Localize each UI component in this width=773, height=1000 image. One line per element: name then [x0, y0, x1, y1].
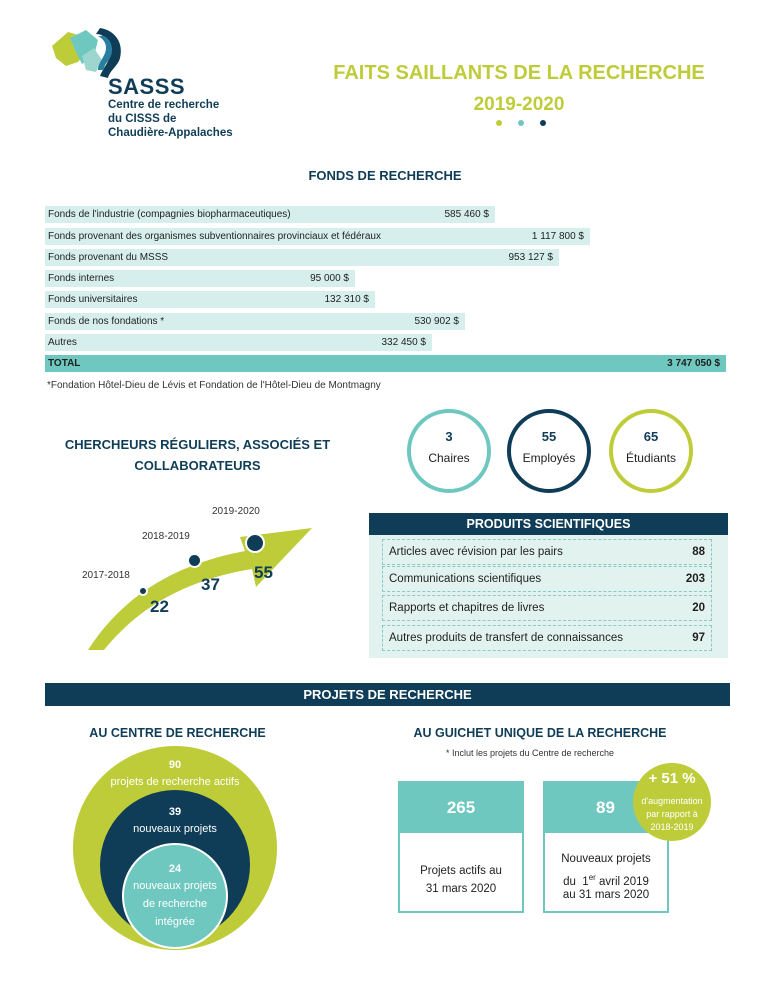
outer-num: 90	[168, 759, 182, 771]
fund-label: Fonds internes	[48, 273, 115, 284]
inner-num: 24	[168, 863, 182, 875]
product-label: Articles avec révision par les pairs	[389, 546, 563, 558]
card-active-text-line-1: Projets actifs au	[420, 865, 502, 877]
count-2019: 55	[254, 563, 273, 582]
stat-circle-chairs	[407, 409, 491, 493]
logo-name: SASSS	[108, 74, 186, 99]
badge-text-line-3: 2018-2019	[650, 822, 694, 832]
fund-row-foundations	[45, 313, 465, 330]
card-new-day: 1	[582, 875, 589, 888]
card-new-number: 89	[545, 783, 667, 833]
stat-circle-employees	[507, 409, 591, 493]
inner-text-line-3: intégrée	[155, 916, 195, 928]
product-value: 97	[692, 632, 705, 644]
year-label-2017: 2017-2018	[82, 570, 130, 581]
researchers-title: CHERCHEURS RÉGULIERS, ASSOCIÉS ET COLLABORATEURS	[64, 437, 331, 473]
funds-title: FONDS DE RECHERCHE	[308, 168, 462, 183]
product-value: 88	[692, 546, 705, 558]
badge-percent: + 51 %	[648, 770, 696, 787]
fund-row-university	[45, 291, 375, 308]
product-label: Rapports et chapitres de livres	[389, 602, 545, 614]
page-title: FAITS SAILLANTS DE LA RECHERCHE	[333, 62, 705, 84]
count-2018: 37	[201, 575, 220, 594]
badge-text-line-1: d'augmentation	[641, 796, 703, 806]
year-label-2018: 2018-2019	[142, 531, 190, 542]
fund-total-label: TOTAL	[48, 358, 81, 369]
fund-label: Fonds provenant du MSSS	[48, 252, 169, 263]
card-new-du: du	[563, 875, 576, 888]
fund-value: 530 902 $	[414, 316, 459, 327]
fund-value: 332 450 $	[381, 337, 426, 348]
product-value: 20	[692, 602, 705, 614]
card-new-text-line-3: au 31 mars 2020	[562, 889, 650, 901]
card-new-sup: er	[588, 873, 596, 882]
fund-label: Fonds de nos fondations *	[48, 316, 165, 327]
inner-text-line-2: de recherche	[142, 898, 208, 910]
badge-text-line-2: par rapport à	[646, 809, 698, 819]
card-active-projects	[398, 781, 524, 913]
increase-badge	[633, 763, 711, 841]
growth-dot-2019	[245, 533, 265, 553]
guichet-title: AU GUICHET UNIQUE DE LA RECHERCHE	[413, 726, 667, 740]
decor-dot-navy	[540, 120, 546, 126]
product-value: 203	[685, 573, 705, 585]
fund-value: 132 310 $	[324, 294, 369, 305]
fund-label: Autres	[48, 337, 77, 348]
fund-row-others	[45, 334, 432, 351]
inner-text-line-1: nouveaux projets	[133, 880, 217, 892]
products-title: PRODUITS SCIENTIFIQUES	[369, 513, 728, 535]
middle-text: nouveaux projets	[133, 823, 217, 835]
projects-title: PROJETS DE RECHERCHE	[45, 683, 730, 706]
fund-row-industry	[45, 206, 495, 223]
fund-row-subsidies	[45, 228, 590, 245]
fund-value: 95 000 $	[310, 273, 349, 284]
growth-dot-2018	[187, 553, 202, 568]
fund-label: Fonds universitaires	[48, 294, 138, 305]
product-row	[382, 539, 712, 565]
fund-row-internal	[45, 270, 355, 287]
product-row	[382, 566, 712, 592]
outer-text: projets de recherche actifs	[110, 776, 240, 788]
middle-num: 39	[168, 806, 182, 818]
stat-number: 3	[445, 429, 453, 444]
fund-value: 585 460 $	[444, 209, 489, 220]
logo-subtitle-line-1: Centre de recherche	[108, 99, 220, 111]
stat-label: Étudiants	[625, 451, 677, 465]
card-active-text-line-2: 31 mars 2020	[425, 883, 497, 895]
count-2017: 22	[150, 597, 169, 616]
stat-number: 65	[643, 429, 659, 444]
page-year: 2019-2020	[473, 94, 565, 115]
inner-circle-integrated-projects	[122, 843, 228, 949]
fund-label: Fonds de l'industrie (compagnies biopharmaceutiques)	[48, 209, 291, 220]
product-row	[382, 595, 712, 621]
decor-dot-lime	[496, 120, 502, 126]
logo-subtitle-line-2: du CISSS de	[108, 113, 177, 125]
stat-label: Employés	[522, 451, 576, 465]
stat-number: 55	[541, 429, 557, 444]
fund-row-total	[45, 355, 726, 372]
fund-total-value: 3 747 050 $	[667, 358, 720, 369]
year-label-2019: 2019-2020	[212, 506, 260, 517]
decor-dot-teal	[518, 120, 524, 126]
fund-label: Fonds provenant des organismes subventionnaires provinciaux et fédéraux	[48, 231, 381, 242]
fund-value: 953 127 $	[508, 252, 553, 263]
growth-dot-2017	[138, 586, 148, 596]
card-new-text-line-1: Nouveaux projets	[561, 853, 651, 865]
stat-circle-students	[609, 409, 693, 493]
card-active-number: 265	[400, 783, 522, 833]
fund-row-msss	[45, 249, 559, 266]
funds-footnote: *Fondation Hôtel-Dieu de Lévis et Fondation de l'Hôtel-Dieu de Montmagny	[47, 380, 381, 391]
product-row	[382, 625, 712, 651]
centre-title: AU CENTRE DE RECHERCHE	[89, 726, 266, 740]
product-label: Autres produits de transfert de connaissances	[389, 632, 623, 644]
card-new-date: avril 2019	[599, 875, 649, 888]
fund-value: 1 117 800 $	[531, 231, 584, 242]
stat-label: Chaires	[428, 451, 470, 465]
logo-subtitle-line-3: Chaudière-Appalaches	[108, 127, 233, 139]
product-label: Communications scientifiques	[389, 573, 542, 585]
guichet-note: * Inclut les projets du Centre de recherche	[445, 748, 615, 758]
